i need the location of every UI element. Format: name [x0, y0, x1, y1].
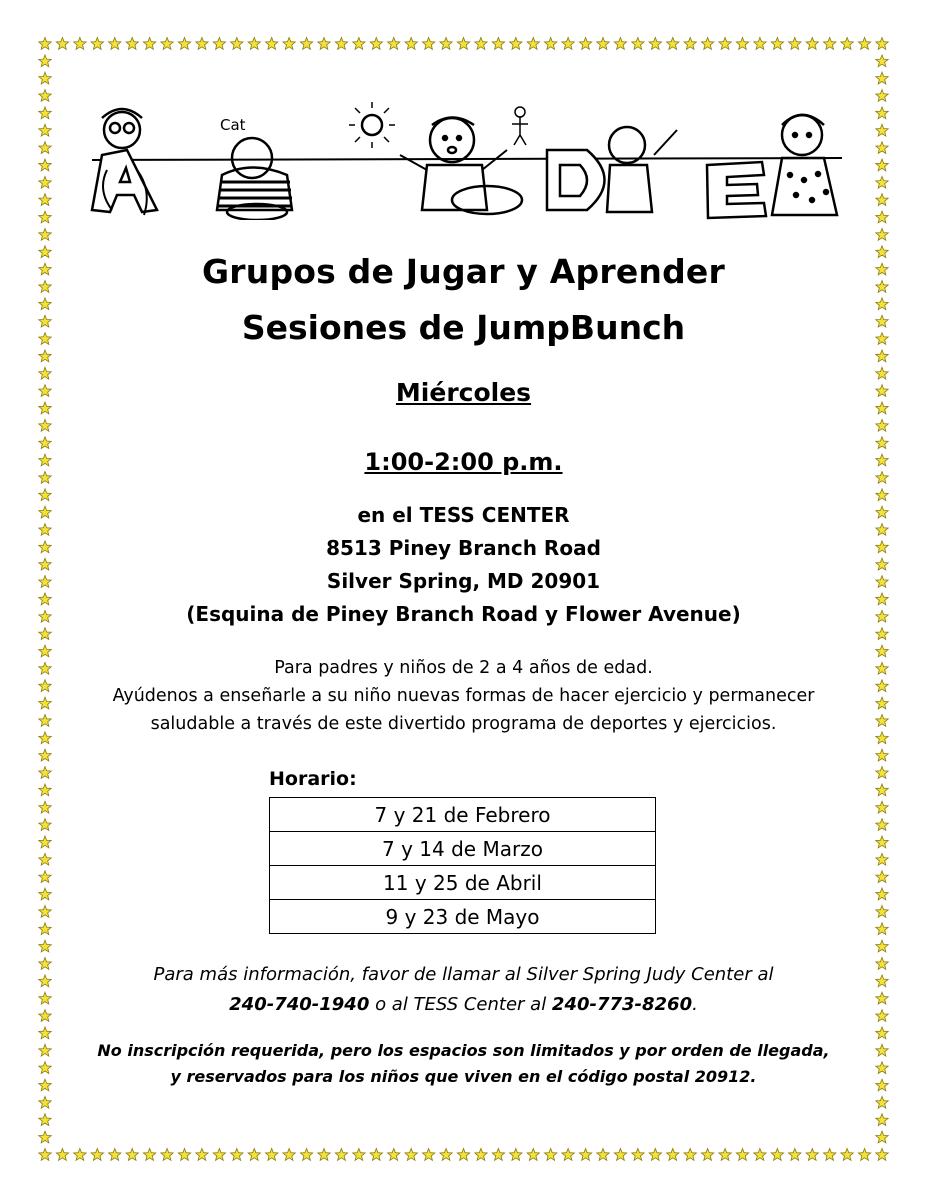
border-star-icon [39, 350, 51, 362]
border-star-icon [579, 1149, 591, 1161]
border-star-icon [39, 853, 51, 865]
location-city: Silver Spring, MD 20901 [326, 569, 601, 593]
border-star-icon [231, 38, 243, 50]
kid-center-drawing [400, 118, 522, 215]
border-star-icon [876, 1027, 888, 1039]
border-star-icon [74, 1149, 86, 1161]
border-star-icon [876, 871, 888, 883]
border-star-icon [649, 38, 661, 50]
kid-right-drawing [772, 115, 837, 215]
border-star-icon [701, 1149, 713, 1161]
schedule-date: 7 y 14 de Marzo [270, 832, 656, 866]
border-star-icon [545, 38, 557, 50]
border-star-icon [39, 749, 51, 761]
border-star-icon [684, 1149, 696, 1161]
border-star-icon [213, 1149, 225, 1161]
border-star-icon [283, 1149, 295, 1161]
border-star-icon [39, 888, 51, 900]
border-star-icon [39, 923, 51, 935]
border-star-icon [283, 38, 295, 50]
location-block [0, 499, 927, 631]
border-star-icon [475, 1149, 487, 1161]
border-star-icon [789, 38, 801, 50]
border-star-icon [876, 229, 888, 241]
border-star-icon [824, 1149, 836, 1161]
border-star-icon [266, 38, 278, 50]
border-star-icon [39, 159, 51, 171]
border-star-icon [824, 38, 836, 50]
border-star-icon [39, 801, 51, 813]
border-star-icon [126, 1149, 138, 1161]
border-star-icon [39, 836, 51, 848]
border-star-icon [876, 784, 888, 796]
description-line1: Para padres y niños de 2 a 4 años de edad. [274, 658, 653, 678]
border-star-icon [39, 437, 51, 449]
description-line3: saludable a través de este divertido programa de deportes y ejercicios. [150, 714, 777, 734]
schedule-row [270, 798, 656, 832]
border-star-icon [300, 1149, 312, 1161]
border-star-icon [39, 906, 51, 918]
tess-center-phone: 240-773-8260 [551, 994, 693, 1015]
border-star-icon [806, 38, 818, 50]
border-star-icon [876, 853, 888, 865]
border-star-icon [196, 38, 208, 50]
border-star-icon [126, 38, 138, 50]
border-star-icon [614, 38, 626, 50]
border-star-icon [858, 1149, 870, 1161]
border-star-icon [876, 176, 888, 188]
border-star-icon [719, 1149, 731, 1161]
border-star-icon [789, 1149, 801, 1161]
border-star-icon [614, 1149, 626, 1161]
kid-letter-d-drawing [547, 127, 677, 212]
flyer-title-line1: Grupos de Jugar y Aprender [202, 252, 725, 291]
border-star-icon [736, 38, 748, 50]
border-star-icon [876, 923, 888, 935]
border-star-icon [39, 1131, 51, 1143]
border-star-icon [39, 419, 51, 431]
border-star-icon [39, 124, 51, 136]
border-star-icon [161, 1149, 173, 1161]
border-star-icon [318, 38, 330, 50]
border-star-icon [143, 38, 155, 50]
border-star-icon [300, 38, 312, 50]
border-star-icon [39, 55, 51, 67]
schedule-table [269, 797, 656, 934]
border-star-icon [510, 1149, 522, 1161]
border-star-icon [858, 38, 870, 50]
schedule-date: 11 y 25 de Abril [270, 866, 656, 900]
schedule-date: 7 y 21 de Febrero [270, 798, 656, 832]
border-star-icon [876, 90, 888, 102]
border-star-icon [876, 767, 888, 779]
border-star-icon [266, 1149, 278, 1161]
border-star-icon [39, 194, 51, 206]
border-star-icon [876, 38, 888, 50]
border-star-icon [178, 38, 190, 50]
border-star-icon [178, 1149, 190, 1161]
border-star-icon [39, 819, 51, 831]
border-star-icon [754, 1149, 766, 1161]
registration-note [0, 1038, 927, 1090]
contact-info [0, 960, 927, 1020]
border-star-icon [39, 38, 51, 50]
border-star-icon [475, 38, 487, 50]
schedule-row [270, 866, 656, 900]
border-star-icon [39, 767, 51, 779]
border-star-icon [876, 906, 888, 918]
border-star-icon [39, 211, 51, 223]
border-star-icon [527, 38, 539, 50]
session-day: Miércoles [395, 378, 532, 407]
border-star-icon [335, 1149, 347, 1161]
border-star-icon [370, 1149, 382, 1161]
border-star-icon [231, 1149, 243, 1161]
border-star-icon [91, 38, 103, 50]
border-star-icon [771, 1149, 783, 1161]
border-star-icon [56, 38, 68, 50]
border-star-icon [457, 38, 469, 50]
border-star-icon [39, 1114, 51, 1126]
border-star-icon [527, 1149, 539, 1161]
contact-info-period: . [692, 994, 698, 1015]
border-star-icon [510, 38, 522, 50]
border-star-icon [632, 38, 644, 50]
border-star-icon [876, 1114, 888, 1126]
border-star-icon [109, 1149, 121, 1161]
border-star-icon [39, 871, 51, 883]
description-line2: Ayúdenos a enseñarle a su niño nuevas formas de hacer ejercicio y permanecer [112, 686, 815, 706]
border-star-icon [74, 38, 86, 50]
border-star-icon [684, 38, 696, 50]
border-star-icon [318, 1149, 330, 1161]
border-star-icon [39, 142, 51, 154]
banner-word-cat: Cat [220, 116, 246, 134]
border-star-icon [143, 1149, 155, 1161]
border-star-icon [39, 1027, 51, 1039]
border-star-icon [353, 38, 365, 50]
contact-info-line1: Para más información, favor de llamar al Silver Spring Judy Center al [153, 964, 774, 985]
border-star-icon [876, 159, 888, 171]
border-star-icon [667, 38, 679, 50]
border-star-icon [876, 1149, 888, 1161]
border-star-icon [196, 1149, 208, 1161]
border-star-icon [754, 38, 766, 50]
border-star-icon [876, 124, 888, 136]
border-star-icon [388, 38, 400, 50]
border-star-icon [876, 72, 888, 84]
schedule-label: Horario: [269, 768, 357, 790]
contact-info-line2 [0, 990, 927, 1020]
border-star-icon [109, 38, 121, 50]
border-star-icon [353, 1149, 365, 1161]
border-star-icon [457, 1149, 469, 1161]
border-star-icon [841, 1149, 853, 1161]
border-star-icon [39, 229, 51, 241]
border-star-icon [91, 1149, 103, 1161]
judy-center-phone: 240-740-1940 [229, 994, 370, 1015]
border-star-icon [632, 1149, 644, 1161]
border-star-icon [771, 38, 783, 50]
border-star-icon [405, 1149, 417, 1161]
location-venue: en el TESS CENTER [357, 503, 570, 527]
border-star-icon [248, 38, 260, 50]
border-star-icon [492, 38, 504, 50]
border-star-icon [876, 836, 888, 848]
schedule-row [270, 900, 656, 934]
border-star-icon [161, 38, 173, 50]
border-star-icon [597, 38, 609, 50]
border-star-icon [649, 1149, 661, 1161]
border-star-icon [562, 38, 574, 50]
flyer-title-line2: Sesiones de JumpBunch [241, 308, 686, 347]
border-star-icon [405, 38, 417, 50]
border-star-icon [876, 1131, 888, 1143]
border-star-icon [736, 1149, 748, 1161]
border-star-icon [579, 38, 591, 50]
kid-striped-shirt-drawing [217, 138, 292, 220]
border-star-icon [39, 90, 51, 102]
alphabet-kids-banner [82, 100, 852, 220]
kid-letter-a-drawing [92, 109, 157, 215]
letter-e-drawing [707, 162, 766, 218]
border-star-icon [39, 176, 51, 188]
contact-info-connector: o al TESS Center al [369, 994, 552, 1015]
border-star-icon [39, 1096, 51, 1108]
border-star-icon [440, 1149, 452, 1161]
stick-figure-drawing [512, 107, 528, 145]
border-star-icon [876, 940, 888, 952]
border-star-icon [876, 419, 888, 431]
border-star-icon [806, 1149, 818, 1161]
border-star-icon [545, 1149, 557, 1161]
description-block [0, 654, 927, 738]
session-time: 1:00-2:00 p.m. [364, 448, 563, 476]
border-star-icon [388, 1149, 400, 1161]
location-street: 8513 Piney Branch Road [326, 536, 601, 560]
border-star-icon [876, 801, 888, 813]
schedule-row [270, 832, 656, 866]
sun-drawing [349, 102, 395, 148]
border-star-icon [248, 1149, 260, 1161]
border-star-icon [876, 211, 888, 223]
registration-note-line1: No inscripción requerida, pero los espacios son limitados y por orden de llegada, [97, 1041, 830, 1060]
border-star-icon [597, 1149, 609, 1161]
border-star-icon [213, 38, 225, 50]
border-star-icon [422, 38, 434, 50]
border-star-icon [39, 784, 51, 796]
border-star-icon [335, 38, 347, 50]
border-star-icon [667, 1149, 679, 1161]
border-star-icon [876, 819, 888, 831]
border-star-icon [876, 107, 888, 119]
border-star-icon [876, 350, 888, 362]
border-star-icon [562, 1149, 574, 1161]
border-star-icon [876, 437, 888, 449]
border-star-icon [719, 38, 731, 50]
registration-note-line2: y reservados para los niños que viven en el código postal 20912. [170, 1067, 757, 1086]
border-star-icon [440, 38, 452, 50]
border-star-icon [841, 38, 853, 50]
border-star-icon [876, 55, 888, 67]
border-star-icon [701, 38, 713, 50]
border-star-icon [876, 1096, 888, 1108]
border-star-icon [39, 1149, 51, 1161]
border-star-icon [876, 888, 888, 900]
border-star-icon [492, 1149, 504, 1161]
schedule-date: 9 y 23 de Mayo [270, 900, 656, 934]
border-star-icon [876, 142, 888, 154]
border-star-icon [39, 940, 51, 952]
border-star-icon [39, 72, 51, 84]
border-star-icon [876, 194, 888, 206]
border-star-icon [422, 1149, 434, 1161]
border-star-icon [876, 749, 888, 761]
location-cross-streets: (Esquina de Piney Branch Road y Flower Avenue) [186, 602, 741, 626]
border-star-icon [39, 107, 51, 119]
border-star-icon [370, 38, 382, 50]
border-star-icon [56, 1149, 68, 1161]
